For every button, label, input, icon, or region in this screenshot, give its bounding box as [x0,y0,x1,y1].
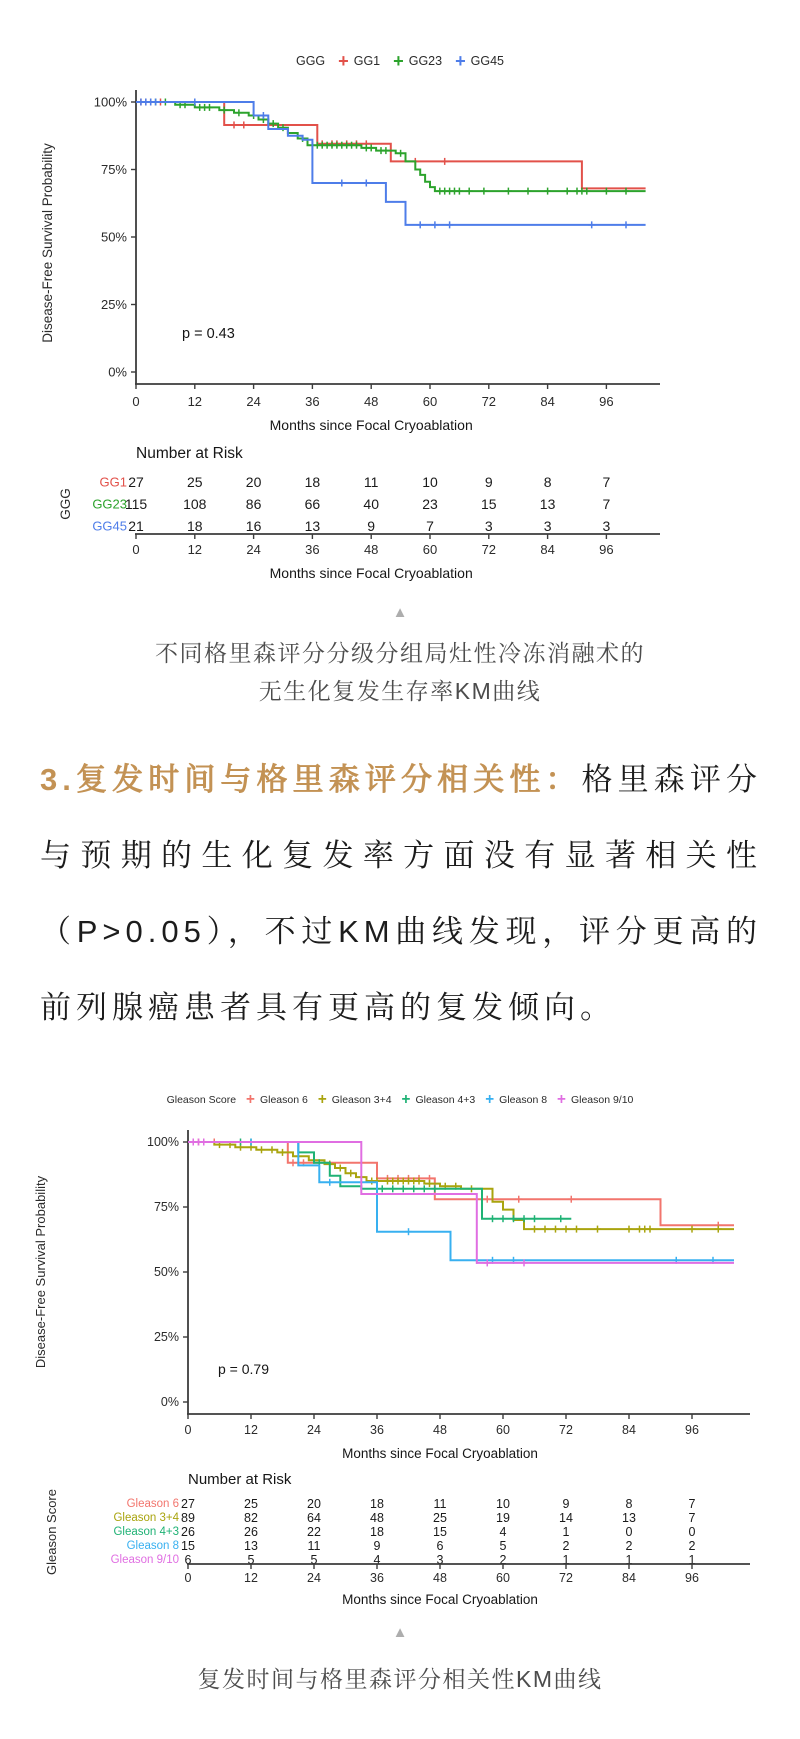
risk-x-tick-label: 12 [187,542,203,557]
risk-value: 18 [370,1497,384,1511]
risk-value: 108 [183,496,207,512]
x-tick-label: 60 [496,1423,510,1437]
risk-x-tick-label: 24 [307,1571,321,1585]
p-value-label: p = 0.43 [182,326,235,342]
figure2-caption-line1: 复发时间与格里森评分相关性KM曲线 [197,1666,603,1692]
risk-value: 7 [426,518,434,534]
risk-value: 9 [484,474,493,490]
km-figure-ggg [36,44,764,588]
risk-row-label: Gleason 6 [126,1498,179,1510]
km-curve [188,1142,734,1263]
risk-value: 5 [247,1553,255,1567]
y-tick-label: 50% [100,229,127,245]
x-tick-label: 84 [622,1423,636,1437]
x-tick-label: 12 [187,394,203,409]
risk-row-label: Gleason 9/10 [110,1554,179,1566]
km-curve [136,102,646,188]
risk-row-label: GG1 [99,474,127,490]
risk-value: 27 [128,474,144,490]
legend-label: GG1 [353,54,381,69]
legend-label: GG45 [470,54,505,69]
x-tick-label: 36 [305,394,320,409]
risk-x-tick-label: 0 [184,1571,192,1585]
risk-value: 40 [363,496,379,512]
censor-plus-icon: + [557,1091,566,1108]
censor-plus-icon: + [338,51,349,71]
p-value-label: p = 0.79 [218,1361,269,1377]
risk-row-label: Gleason 8 [126,1540,179,1552]
risk-value: 1 [562,1525,570,1539]
risk-x-tick-label: 48 [363,542,379,557]
censor-plus-icon: + [455,51,466,71]
risk-value: 1 [562,1553,570,1567]
legend-title: Gleason Score [166,1093,237,1106]
x-tick-label: 84 [540,394,555,409]
risk-value: 4 [499,1525,507,1539]
x-tick-label: 60 [422,394,438,409]
risk-value: 13 [244,1539,258,1553]
risk-value: 25 [244,1497,258,1511]
figure1-caption [0,634,800,710]
x-tick-label: 72 [481,394,497,409]
risk-value: 10 [422,474,438,490]
legend-item [402,1092,476,1107]
risk-value: 115 [124,496,148,512]
risk-x-tick-label: 72 [559,1571,573,1585]
risk-value: 18 [304,474,321,490]
legend-label: Gleason 3+4 [331,1093,392,1106]
censor-plus-icon: + [317,1091,327,1108]
risk-table-title: Number at Risk [188,1471,292,1488]
risk-value: 7 [688,1511,696,1525]
km-chart-ggg [36,72,764,588]
risk-value: 19 [496,1511,510,1525]
risk-value: 22 [307,1525,321,1539]
risk-value: 11 [433,1497,447,1511]
risk-value: 4 [373,1553,381,1567]
km-curve [188,1142,734,1229]
risk-value: 20 [307,1497,321,1511]
risk-value: 9 [562,1497,570,1511]
legend-label: Gleason 4+3 [415,1093,476,1106]
risk-value: 13 [622,1511,636,1525]
risk-row-label: Gleason 4+3 [113,1526,179,1538]
risk-value: 48 [370,1511,384,1525]
x-tick-label: 12 [244,1423,258,1437]
risk-x-tick-label: 72 [481,542,497,557]
risk-value: 10 [496,1497,510,1511]
section-3-paragraph [40,742,762,1046]
risk-value: 7 [602,496,611,512]
legend-label: Gleason 6 [259,1093,308,1106]
collapse-triangle-icon: ▲ [392,604,408,621]
risk-x-tick-label: 0 [132,542,140,557]
legend-label: Gleason 9/10 [570,1093,634,1106]
x-tick-label: 96 [599,394,614,409]
y-tick-label: 50% [153,1265,179,1279]
y-tick-label: 100% [93,94,127,110]
risk-value: 13 [304,518,321,534]
risk-x-tick-label: 48 [433,1571,447,1585]
risk-value: 82 [244,1511,258,1525]
x-tick-label: 24 [246,394,261,409]
x-tick-label: 96 [685,1423,699,1437]
risk-value: 8 [625,1497,633,1511]
risk-x-tick-label: 96 [685,1571,699,1585]
legend-item [557,1092,633,1107]
risk-value: 1 [625,1553,633,1567]
risk-table-title: Number at Risk [136,445,243,462]
x-axis-title: Months since Focal Cryoablation [342,1446,538,1461]
risk-value: 86 [245,496,262,512]
legend-item [393,52,442,70]
x-axis-title: Months since Focal Cryoablation [269,417,473,433]
risk-value: 15 [433,1525,447,1539]
risk-value: 64 [307,1511,321,1525]
risk-value: 26 [181,1525,195,1539]
risk-row-label: GG23 [92,496,127,512]
x-tick-label: 72 [559,1423,573,1437]
y-tick-label: 100% [147,1135,179,1149]
risk-x-tick-label: 96 [599,542,614,557]
section-3-heading: 3.复发时间与格里森评分相关性： [40,762,582,797]
legend-item [246,1092,308,1107]
km-curve [188,1142,734,1260]
risk-value: 5 [499,1539,507,1553]
risk-value: 2 [499,1553,507,1567]
x-tick-label: 36 [370,1423,384,1437]
risk-value: 6 [184,1553,192,1567]
collapse-triangle-icon: ▲ [392,1624,408,1641]
y-tick-label: 0% [160,1395,179,1409]
legend-item [455,52,504,70]
risk-value: 7 [602,474,611,490]
risk-value: 3 [602,518,611,534]
risk-group-label: Gleason Score [44,1489,59,1575]
km-chart-gleason [30,1114,770,1614]
risk-value: 6 [436,1539,444,1553]
km-figure-gleason [30,1086,770,1614]
risk-value: 5 [310,1553,318,1567]
risk-value: 23 [422,496,438,512]
y-tick-label: 75% [153,1200,179,1214]
risk-value: 2 [625,1539,633,1553]
legend-title: GGG [295,54,326,69]
risk-value: 0 [688,1525,696,1539]
risk-value: 20 [245,474,262,490]
legend-label: GG23 [408,54,443,69]
section-3-body-text: 格里森评分与预期的生化复发率方面没有显著相关性（P>0.05），不过KM曲线发现，评分更高的前列腺癌患者具有更高的复发倾向。 [40,762,762,1025]
legend-item [318,1092,392,1107]
risk-value: 3 [484,518,493,534]
risk-value: 89 [181,1511,195,1525]
risk-value: 27 [181,1497,195,1511]
risk-value: 9 [367,518,376,534]
risk-value: 7 [688,1497,696,1511]
risk-value: 25 [433,1511,447,1525]
risk-row-label: Gleason 3+4 [113,1512,179,1524]
legend-item [485,1092,547,1107]
figure1-caption-line1: 不同格里森评分分级分组局灶性冷冻消融术的 [155,640,645,666]
risk-value: 9 [373,1539,381,1553]
risk-x-tick-label: 24 [246,542,261,557]
risk-value: 13 [539,496,556,512]
risk-value: 18 [187,518,203,534]
risk-value: 26 [244,1525,258,1539]
risk-value: 18 [370,1525,384,1539]
risk-value: 11 [307,1539,321,1553]
x-tick-label: 0 [184,1423,192,1437]
x-tick-label: 0 [132,394,140,409]
y-tick-label: 75% [100,162,127,177]
risk-x-axis-title: Months since Focal Cryoablation [269,565,473,581]
y-axis-title: Disease-Free Survival Probability [40,143,55,343]
risk-group-label: GGG [58,488,73,520]
legend-item [338,52,380,70]
risk-value: 11 [363,474,379,490]
x-tick-label: 24 [307,1423,321,1437]
risk-row-label: GG45 [92,518,127,534]
legend-label: Gleason 8 [499,1093,548,1106]
x-tick-label: 48 [363,394,379,409]
risk-x-tick-label: 84 [540,542,555,557]
chart-legend-ggg [36,52,764,70]
km-curve [136,102,646,225]
risk-value: 15 [481,496,497,512]
risk-value: 25 [187,474,203,490]
risk-value: 8 [543,474,552,490]
risk-value: 2 [688,1539,696,1553]
y-tick-label: 0% [108,364,127,380]
y-tick-label: 25% [153,1330,179,1344]
risk-x-tick-label: 60 [496,1571,510,1585]
km-curve [188,1142,734,1225]
risk-value: 66 [304,496,321,512]
risk-x-tick-label: 84 [622,1571,636,1585]
risk-value: 3 [436,1553,444,1567]
risk-value: 1 [688,1553,696,1567]
censor-plus-icon: + [246,1091,255,1108]
censor-plus-icon: + [393,51,404,71]
risk-value: 21 [128,518,144,534]
risk-x-tick-label: 36 [370,1571,384,1585]
risk-x-axis-title: Months since Focal Cryoablation [342,1592,538,1607]
risk-value: 16 [245,518,262,534]
chart-legend-gleason [30,1092,770,1107]
risk-x-tick-label: 12 [244,1571,258,1585]
risk-x-tick-label: 60 [422,542,438,557]
figure2-caption [0,1660,800,1698]
risk-value: 0 [625,1525,633,1539]
risk-value: 3 [543,518,552,534]
figure1-caption-line2: 无生化复发生存率KM曲线 [258,678,542,704]
risk-x-tick-label: 36 [305,542,320,557]
risk-value: 14 [559,1511,573,1525]
y-axis-title: Disease-Free Survival Probability [33,1175,48,1369]
risk-value: 15 [181,1539,195,1553]
risk-value: 2 [562,1539,570,1553]
x-tick-label: 48 [433,1423,447,1437]
y-tick-label: 25% [100,297,127,312]
censor-plus-icon: + [401,1091,411,1108]
censor-plus-icon: + [485,1091,495,1108]
